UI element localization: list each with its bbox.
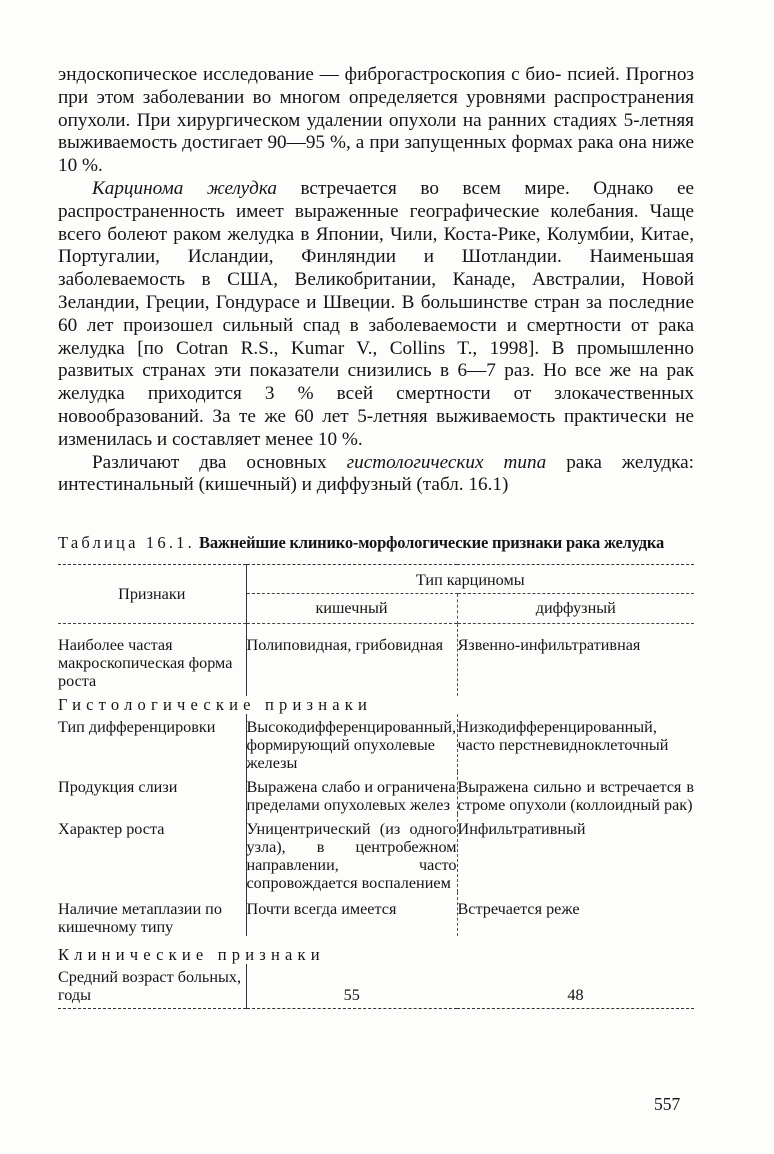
header-intestinal: кишечный [246,594,457,624]
cell-intestinal-diff: Высокодифференцированный, формирующий опухолевые железы [246,714,457,772]
page-content [58,64,694,1009]
cell-feature-growth: Характер роста [58,820,165,839]
header-carcinoma-type: Тип карциномы [246,565,694,594]
cell-diffuse-mucus: Выражена сильно и встречается в строме опухоли (коллоидный рак) [457,772,694,814]
section-histologic: Гистологические признаки [58,695,373,715]
cell-feature-meta: Наличие метаплазии по кишечному типу [58,900,222,937]
paragraph-histologic-b: рака желудка: интестинальный (кишечный) и диффузный (табл. 16.1) [58,451,695,496]
cell-diffuse-diff: Низкодифференцированный, часто перстневидноклеточный [457,714,694,772]
table-row [58,964,694,1009]
header-diffuse: диффузный [457,594,694,624]
cell-diffuse-age: 48 [567,986,584,1005]
cell-feature-macro: Наиболее частая макроскопическая форма роста [58,636,233,691]
cell-intestinal-macro: Полиповидная, грибовидная [246,624,457,697]
section-clinical: Клинические признаки [58,945,325,965]
page-number: 557 [654,1094,681,1114]
paragraph-carcinoma [58,178,694,452]
paragraph-prognosis: эндоскопическое исследование — фиброгастроскопия с био- псией. Прогноз при этом заболевании во многом определяется уровнями распространения опухоли. При хирургическом удалении опухоли на ранних стадиях 5-летняя выживаемость достигает 90—95 %, а при запущенных формах рака она ниже 10 %. [58,64,694,177]
cell-diffuse-meta: Встречается реже [457,892,694,936]
cell-feature-age: Средний возраст больных, годы [58,968,241,1005]
features-table [58,564,694,1009]
cell-diffuse-growth: Инфильтративный [457,814,694,892]
section-row-clinical [58,936,694,964]
cell-feature-diff: Тип дифференцировки [58,718,216,737]
table-row [58,714,694,772]
cell-intestinal-age: 55 [246,964,457,1009]
paragraph-carcinoma-text: встречается во всем мире. Однако ее распространенность имеет выраженные географические колебания. Чаще всего болеют раком желудка в Японии, Чили, Коста-Рике, Колумбии, Китае, Португалии, Исландии, Финляндии и Шотландии. Наименьшая заболеваемость в США, Великобритании, Канаде, Австралии, Новой Зеландии, Греции, Гондурасе и Швеции. В большинстве стран за последние 60 лет произошел сильный спад в заболеваемости и смертности от рака желудка [по Cotran R.S., Kumar V., Collins T., 1998]. В промышленно развитых странах эти показатели снизились в 6—7 раз. Но все же на рак желудка приходится 3 % всей смертности от злокачественных новообразований. За те же 60 лет 5-летняя выживаемость практически не изменилась и составляет менее 10 %. [58,177,695,450]
cell-intestinal-meta: Почти всегда имеется [246,892,457,936]
paragraph-histologic-types [58,452,694,498]
table-caption [58,533,694,552]
table-row [58,892,694,936]
term-histologic-types: гистологических типа [346,451,547,473]
header-features: Признаки [118,585,186,604]
table-row [58,624,694,697]
table-row [58,814,694,892]
section-row-histologic [58,696,694,714]
table-caption-label: Таблица 16.1. [58,533,195,553]
term-carcinoma: Карцинома желудка [92,177,277,199]
cell-feature-mucus: Продукция слизи [58,778,178,797]
paragraph-histologic-a: Различают два основных [92,451,347,473]
table-row [58,772,694,814]
cell-diffuse-macro: Язвенно-инфильтративная [457,624,694,697]
cell-intestinal-growth: Уницентрический (из одного узла), в центробежном направлении, часто сопровождается воспалением [246,814,457,892]
cell-intestinal-mucus: Выражена слабо и ограничена пределами опухолевых желез [246,772,457,814]
table-caption-title: Важнейшие клинико-морфологические признаки рака желудка [199,533,664,553]
